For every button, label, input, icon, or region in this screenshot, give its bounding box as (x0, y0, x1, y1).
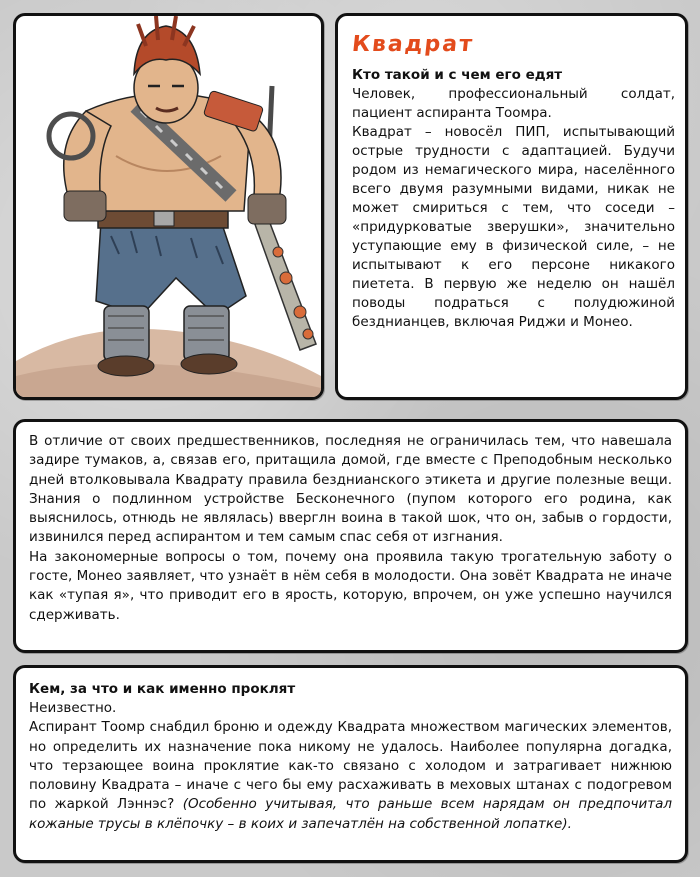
story-paragraph: В отличие от своих предшественников, последняя не ограничилась тем, что навешала задире тумаков, а, связав его, притащила домой, где вместе с Преподобным несколько дней втолковывала Квадрату правила бездниaнского этикета и другие полезные вещи. Знания о подлинном устройстве Бесконечного (пупом которого его родина, как выяснилось, отнюдь не являлась) вверглн воина в такой шок, что он, забыв о гордости, извинился перед аспирантом и тем самым спас себя от изгнания. (29, 433, 672, 546)
intro-paragraph: Квадрат – новосёл ПИП, испытывающий острые трудности с адаптацией. Будучи родом из немагического мира, населённого всего двумя разумными видами, никак не может смириться с тем, что соседи – «придурковатые зверушки», значительно уступающие ему в физической силе, – не испытывают к его персоне никакого пиетета. В первую же неделю он нашёл поводы подраться с полудюжиной бездниaнцев, включая Риджи и Монео. (352, 124, 675, 330)
story-paragraph: На закономерные вопросы о том, почему она проявила такую трогательную заботу о госте, Монео заявляет, что узнаёт в нём себя в молодости. Она зовёт Квадрата не иначе как «тупая я», что приводит его в ярость, которую, впрочем, он уже успешно научился сдерживать. (29, 548, 672, 623)
story-panel (13, 419, 688, 653)
character-name: Квадрат (350, 32, 476, 57)
who-heading: Кто такой и с чем его едят (352, 67, 563, 83)
curse-unknown: Неизвестно. (29, 700, 117, 716)
curse-body-main: Аспирант Тоомр снабдил броню и одежду Квадрата множеством магических элементов, но определить их назначение пока никому не удалось. Наиболее популярна догадка, что терзающее воина проклятие как-то связано с холодом и затрагивает нижнюю половину Квадрата – иначе с чего бы ему расхаживать в меховых штанах с подогревом по жаркой Лэннэс? (29, 719, 672, 813)
curse-panel (13, 665, 688, 863)
intro-paragraph: Человек, профессиональный солдат, пациент аспиранта Тоомра. (352, 86, 675, 121)
curse-heading: Кем, за что и как именно проклят (29, 681, 296, 697)
curse-body-note: (Особенно учитывая, что раньше всем нарядам он предпочитал кожаные трусы в клёпочку – в коих и запечатлён на собственной лопатке). (29, 796, 673, 832)
head (134, 16, 200, 123)
character-illustration (16, 16, 321, 397)
intro-panel (335, 13, 688, 400)
curse-body (29, 718, 672, 834)
portrait-panel (13, 13, 324, 400)
